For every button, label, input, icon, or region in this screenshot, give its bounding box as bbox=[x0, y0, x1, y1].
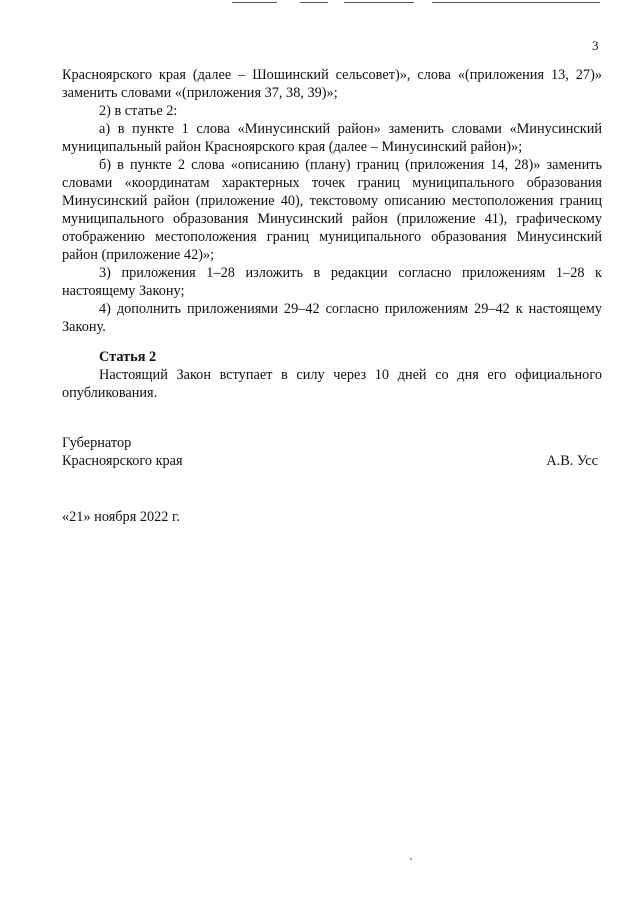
scan-artifact-line bbox=[232, 2, 277, 3]
signer-position-line-1: Губернатор bbox=[62, 435, 132, 451]
paragraph-subitem-b: б) в пункте 2 слова «описанию (плану) границ (приложения 14, 28)» заменить словами «координатам характерных точек границ муниципального образования Минусинский район (приложение 40), текстовому описанию местоположения границ муниципального образования Минусинский район (приложение 41), графическому отображению местоположения границ муниципального образования Минусинский район (приложение 42)»; bbox=[62, 157, 602, 263]
article-text: Настоящий Закон вступает в силу через 10 дней со дня его официального опубликования. bbox=[62, 367, 602, 401]
scan-artifact-line bbox=[432, 2, 600, 3]
paragraph-item-4: 4) дополнить приложениями 29–42 согласно приложениям 29–42 к настоящему Закону. bbox=[62, 301, 602, 335]
signer-position-line-2: Красноярского края bbox=[62, 453, 183, 469]
paragraph-item-2: 2) в статье 2: bbox=[99, 103, 178, 119]
article-2 bbox=[62, 348, 602, 402]
signer-name: А.В. Усс bbox=[546, 453, 598, 469]
page-number: 3 bbox=[592, 38, 599, 53]
document-date: «21» ноября 2022 г. bbox=[62, 509, 180, 525]
paragraph-subitem-a: а) в пункте 1 слова «Минусинский район» заменить словами «Минусинский муниципальный район Красноярского края (далее – Минусинский район)»; bbox=[62, 121, 602, 155]
scan-artifact-line bbox=[344, 2, 414, 3]
scan-speck bbox=[410, 858, 412, 860]
paragraph-item-3: 3) приложения 1–28 изложить в редакции согласно приложениям 1–28 к настоящему Закону; bbox=[62, 265, 602, 299]
document-body bbox=[62, 66, 602, 336]
article-title: Статья 2 bbox=[99, 349, 157, 365]
signature-block bbox=[62, 434, 602, 470]
scan-artifact-line bbox=[300, 2, 328, 3]
paragraph-continuation: Красноярского края (далее – Шошинский сельсовет)», слова «(приложения 13, 27)» заменить словами «(приложения 37, 38, 39)»; bbox=[62, 67, 602, 101]
